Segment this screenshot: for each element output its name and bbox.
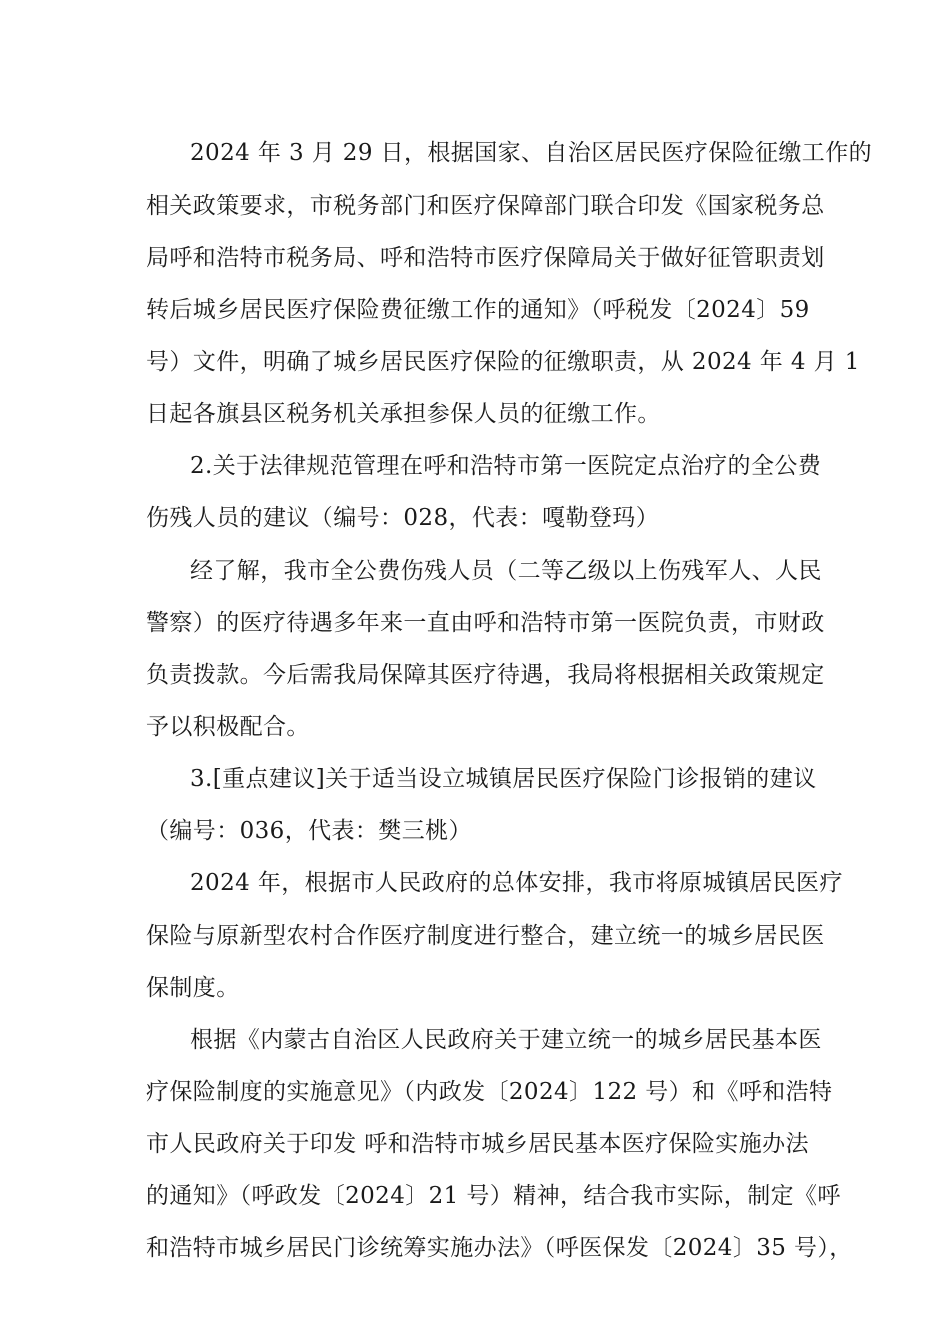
paragraph-line: 转后城乡居民医疗保险费征缴工作的通知》（呼税发〔2024〕59 [146,297,810,323]
section-heading-line: 2.关于法律规范管理在呼和浩特市第一医院定点治疗的全公费 [190,453,822,479]
paragraph-line: 2024 年，根据市人民政府的总体安排，我市将原城镇居民医疗 [190,870,843,896]
paragraph-line: 予以积极配合。 [146,714,310,740]
paragraph-line: 的通知》（呼政发〔2024〕21 号）精神，结合我市实际，制定《呼 [146,1183,841,1209]
paragraph-line: 日起各旗县区税务机关承担参保人员的征缴工作。 [146,401,661,427]
paragraph-line: 经了解，我市全公费伤残人员（二等乙级以上伤残军人、人民 [190,558,822,584]
paragraph-line: 号）文件，明确了城乡居民医疗保险的征缴职责，从 2024 年 4 月 1 [146,349,860,375]
paragraph-line: 和浩特市城乡居民门诊统筹实施办法》（呼医保发〔2024〕35 号）， [146,1235,853,1261]
paragraph-line: 2024 年 3 月 29 日，根据国家、自治区居民医疗保险征缴工作的 [190,140,872,166]
paragraph-line: 相关政策要求，市税务部门和医疗保障部门联合印发《国家税务总 [146,193,825,219]
paragraph-line: 根据《内蒙古自治区人民政府关于建立统一的城乡居民基本医 [190,1027,822,1053]
paragraph-line: 保制度。 [146,975,240,1001]
paragraph-line: 负责拨款。今后需我局保障其医疗待遇，我局将根据相关政策规定 [146,662,825,688]
paragraph-line: 市人民政府关于印发 呼和浩特市城乡居民基本医疗保险实施办法 [146,1131,809,1157]
paragraph-line: 警察）的医疗待遇多年来一直由呼和浩特市第一医院负责，市财政 [146,610,825,636]
section-heading-line: 3.[重点建议]关于适当设立城镇居民医疗保险门诊报销的建议 [190,766,817,792]
paragraph-line: 保险与原新型农村合作医疗制度进行整合，建立统一的城乡居民医 [146,923,825,949]
paragraph-line: 疗保险制度的实施意见》（内政发〔2024〕122 号）和《呼和浩特 [146,1079,833,1105]
paragraph-line: 局呼和浩特市税务局、呼和浩特市医疗保障局关于做好征管职责划 [146,245,825,271]
section-heading-line: 伤残人员的建议（编号：028，代表：嘎勒登玛） [146,505,660,531]
section-heading-line: （编号：036，代表：樊三桃） [146,818,472,844]
